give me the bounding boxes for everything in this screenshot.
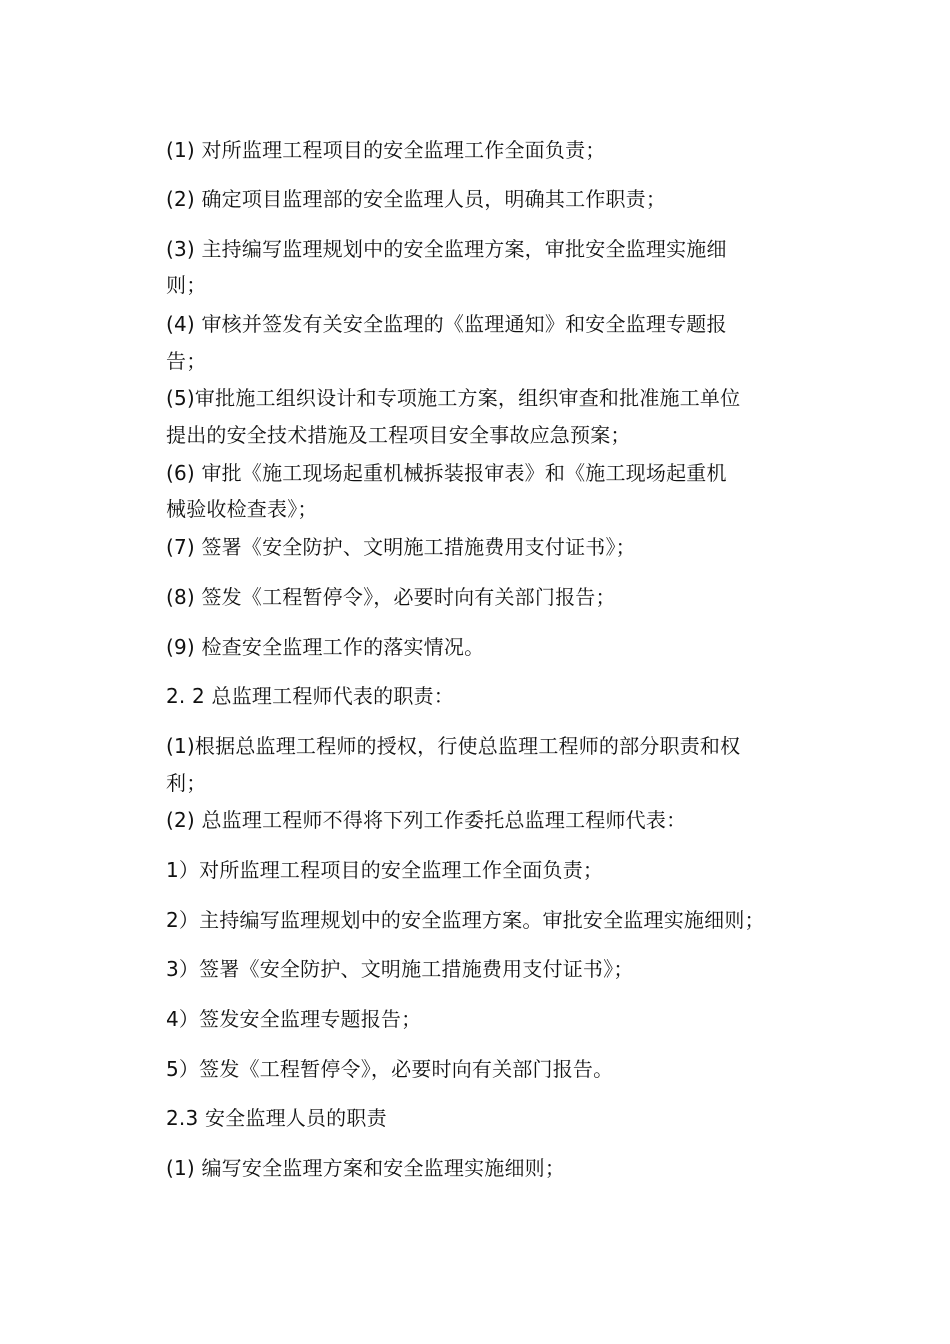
- line-2-item-1: (1)根据总监理工程师的授权，行使总监理工程师的部分职责和权: [166, 734, 741, 758]
- line-1-item-3: (3) 主持编写监理规划中的安全监理方案，审批安全监理实施细: [166, 237, 727, 261]
- line-1-item-6: (6) 审批《施工现场起重机械拆装报审表》和《施工现场起重机: [166, 461, 727, 485]
- line-1-item-2: (2) 确定项目监理部的安全监理人员，明确其工作职责；: [166, 187, 667, 211]
- line-1-item-3-cont: 则；: [166, 273, 207, 297]
- line-1-item-7: (7) 签署《安全防护、文明施工措施费用支付证书》；: [166, 535, 636, 559]
- sub-item-5: 5）签发《工程暂停令》，必要时向有关部门报告。: [166, 1057, 614, 1081]
- line-1-item-1: (1) 对所监理工程项目的安全监理工作全面负责；: [166, 138, 606, 162]
- sub-item-3: 3）签署《安全防护、文明施工措施费用支付证书》；: [166, 957, 634, 981]
- line-1-item-4: (4) 审核并签发有关安全监理的《监理通知》和安全监理专题报: [166, 312, 727, 336]
- line-1-item-5-cont: 提出的安全技术措施及工程项目安全事故应急预案；: [166, 423, 631, 447]
- section-2-3-heading: 2.3 安全监理人员的职责: [166, 1106, 387, 1130]
- line-1-item-8: (8) 签发《工程暂停令》，必要时向有关部门报告；: [166, 585, 616, 609]
- sub-item-4: 4）签发安全监理专题报告；: [166, 1007, 422, 1031]
- line-1-item-5: (5)审批施工组织设计和专项施工方案，组织审查和批准施工单位: [166, 386, 741, 410]
- line-2-item-1-cont: 利；: [166, 771, 207, 795]
- section-2-2-heading: 2. 2 总监理工程师代表的职责：: [166, 684, 454, 708]
- sub-item-2: 2）主持编写监理规划中的安全监理方案。审批安全监理实施细则；: [166, 908, 765, 932]
- line-2-item-2: (2) 总监理工程师不得将下列工作委托总监理工程师代表：: [166, 808, 687, 832]
- line-3-item-1: (1) 编写安全监理方案和安全监理实施细则；: [166, 1156, 566, 1180]
- line-1-item-9: (9) 检查安全监理工作的落实情况。: [166, 635, 485, 659]
- sub-item-1: 1）对所监理工程项目的安全监理工作全面负责；: [166, 858, 604, 882]
- line-1-item-4-cont: 告；: [166, 349, 207, 373]
- line-1-item-6-cont: 械验收检查表》；: [166, 497, 318, 521]
